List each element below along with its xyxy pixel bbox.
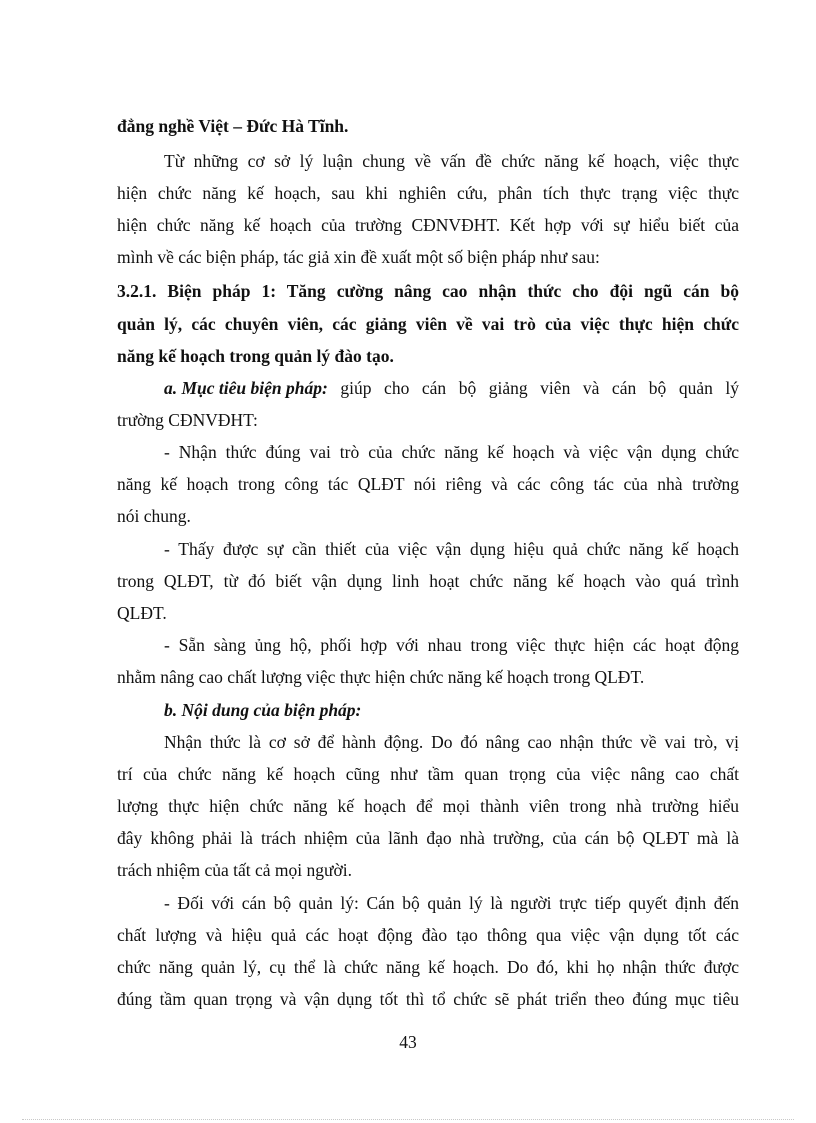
section-heading-line: quản lý, các chuyên viên, các giảng viên về vai trò của việc thực hiện chức xyxy=(117,314,739,334)
list-item-line: QLĐT. xyxy=(117,603,167,623)
paragraph-line: chất lượng và hiệu quả các hoạt động đào tạo thông qua việc vận dụng tốt các xyxy=(117,925,739,945)
paragraph-line: đúng tầm quan trọng và vận dụng tốt thì tổ chức sẽ phát triển theo đúng mục tiêu xyxy=(117,989,739,1009)
paragraph-line: đây không phải là trách nhiệm của lãnh đạo nhà trường, của cán bộ QLĐT mà là xyxy=(117,828,739,848)
subheading-text: giúp cho cán bộ giảng viên và cán bộ quản lý xyxy=(327,378,739,398)
paragraph-line: trách nhiệm của tất cả mọi người. xyxy=(117,860,352,880)
list-item-line: năng kế hoạch trong công tác QLĐT nói riêng và các công tác của nhà trường xyxy=(117,474,739,494)
paragraph-line: hiện chức năng kế hoạch của trường CĐNVĐHT. Kết hợp với sự hiểu biết của xyxy=(117,215,739,235)
page-bottom-border xyxy=(22,1119,794,1120)
continued-heading-line: đẳng nghề Việt – Đức Hà Tĩnh. xyxy=(117,116,349,136)
paragraph-line: trí của chức năng kế hoạch cũng như tầm quan trọng của việc nâng cao chất xyxy=(117,764,739,784)
paragraph-line: trường CĐNVĐHT: xyxy=(117,410,258,430)
paragraph-line: lượng thực hiện chức năng kế hoạch để mọi thành viên trong nhà trường hiểu xyxy=(117,796,739,816)
list-item-line: - Thấy được sự cần thiết của việc vận dụng hiệu quả chức năng kế hoạch xyxy=(164,539,739,559)
paragraph-line: chức năng quản lý, cụ thể là chức năng kế hoạch. Do đó, khi họ nhận thức được xyxy=(117,957,739,977)
paragraph-line: - Đối với cán bộ quản lý: Cán bộ quản lý là người trực tiếp quyết định đến xyxy=(164,893,739,913)
list-item-line: - Nhận thức đúng vai trò của chức năng kế hoạch và việc vận dụng chức xyxy=(164,442,739,462)
subheading-line xyxy=(164,377,739,399)
paragraph-line: hiện chức năng kế hoạch, sau khi nghiên cứu, phân tích thực trạng việc thực xyxy=(117,183,739,203)
paragraph-line: mình về các biện pháp, tác giả xin đề xuất một số biện pháp như sau: xyxy=(117,247,600,267)
paragraph-line: Nhận thức là cơ sở để hành động. Do đó nâng cao nhận thức về vai trò, vị xyxy=(164,732,739,752)
list-item-line: nói chung. xyxy=(117,506,191,526)
section-heading-line: 3.2.1. Biện pháp 1: Tăng cường nâng cao nhận thức cho đội ngũ cán bộ xyxy=(117,281,739,301)
list-item-line: - Sẵn sàng ủng hộ, phối hợp với nhau trong việc thực hiện các hoạt động xyxy=(164,635,739,655)
paragraph-line: Từ những cơ sở lý luận chung về vấn đề chức năng kế hoạch, việc thực xyxy=(164,151,739,171)
subheading-label: a. Mục tiêu biện pháp: xyxy=(164,378,328,398)
list-item-line: nhằm nâng cao chất lượng việc thực hiện chức năng kế hoạch trong QLĐT. xyxy=(117,667,645,687)
subheading-line: b. Nội dung của biện pháp: xyxy=(164,700,362,720)
section-heading-line: năng kế hoạch trong quản lý đào tạo. xyxy=(117,346,394,366)
page-number: 43 xyxy=(399,1032,417,1052)
list-item-line: trong QLĐT, từ đó biết vận dụng linh hoạt chức năng kế hoạch vào quá trình xyxy=(117,571,739,591)
